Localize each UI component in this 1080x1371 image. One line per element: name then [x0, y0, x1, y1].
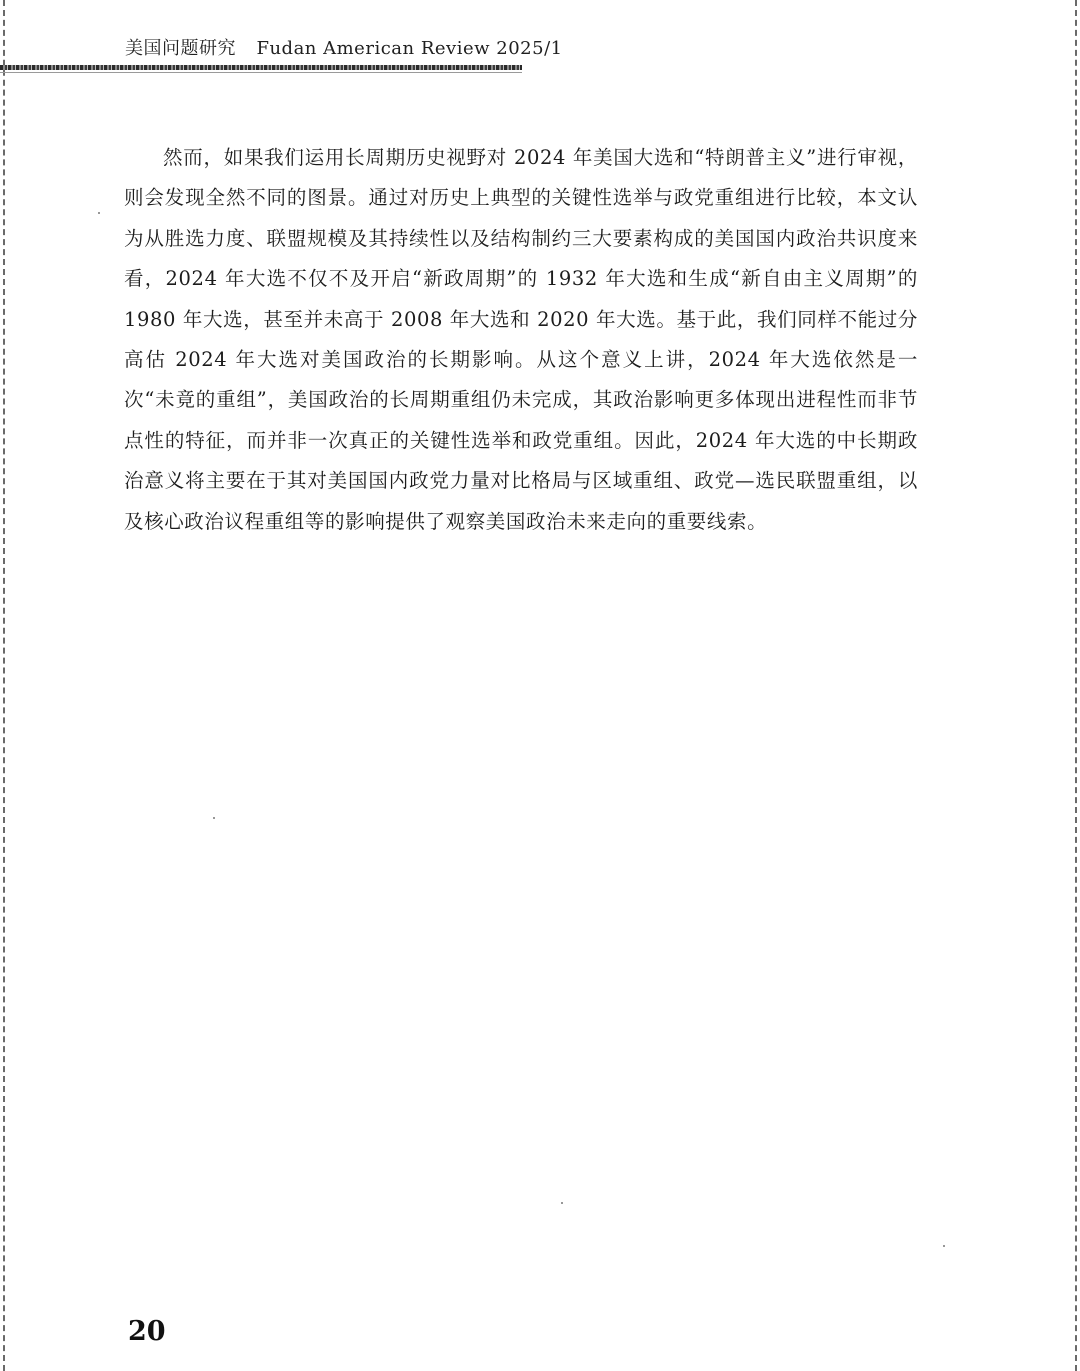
scan-speck [213, 817, 215, 819]
scan-edge-left [3, 0, 5, 1371]
journal-title-cn: 美国问题研究 [125, 38, 236, 59]
header-rule-thin [0, 72, 522, 73]
running-head [125, 34, 563, 60]
scan-speck [943, 1245, 945, 1247]
body-paragraph: 然而，如果我们运用长周期历史视野对 2024 年美国大选和“特朗普主义”进行审视，则会发现全然不同的图景。通过对历史上典型的关键性选举与政党重组进行比较，本文认为从胜选力度、联盟规模及其持续性以及结构制约三大要素构成的美国国内政治共识度来看，2024 年大选不仅不及开启“新政周期”的 1932 年大选和生成“新自由主义周期”的 1980 年大选，甚至并未高于 2008 年大选和 2020 年大选。基于此，我们同样不能过分高估 2024 年大选对美国政治的长期影响。从这个意义上讲，2024 年大选依然是一次“未竟的重组”，美国政治的长周期重组仍未完成，其政治影响更多体现出进程性而非节点性的特征，而并非一次真正的关键性选举和政党重组。因此，2024 年大选的中长期政治意义将主要在于其对美国国内政党力量对比格局与区域重组、政党—选民联盟重组，以及核心政治议程重组等的影响提供了观察美国政治未来走向的重要线索。 [124, 146, 918, 533]
header-rule [0, 65, 522, 70]
journal-issue: 2025/1 [496, 38, 563, 59]
scan-edge-right [1075, 0, 1077, 1371]
page-number: 20 [128, 1316, 166, 1347]
journal-title-en: Fudan American Review [256, 38, 491, 59]
scan-speck [561, 1202, 563, 1204]
scan-speck [98, 212, 100, 214]
